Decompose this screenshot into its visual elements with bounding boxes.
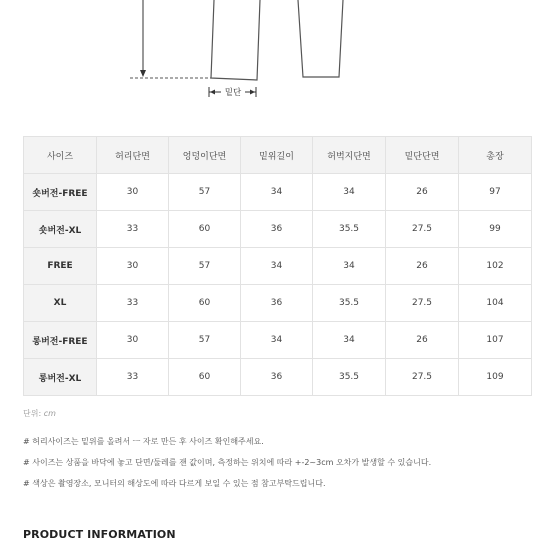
cell-waist: 33 [97, 211, 169, 248]
cell-hip: 60 [169, 359, 241, 396]
table-row [24, 359, 532, 396]
header-thigh: 허벅지단면 [313, 137, 386, 174]
unit-value: cm [43, 409, 56, 418]
cell-total-length: 97 [459, 174, 532, 211]
cell-thigh: 35.5 [313, 285, 386, 322]
row-size-label: 롱버전-XL [24, 359, 97, 396]
product-information-heading: PRODUCT INFORMATION [23, 528, 176, 541]
header-hem: 밑단단면 [386, 137, 459, 174]
cell-rise: 34 [241, 322, 313, 359]
cell-hip: 57 [169, 248, 241, 285]
cell-waist: 30 [97, 174, 169, 211]
size-notes [23, 436, 543, 499]
hem-label: 밑단 [224, 88, 242, 98]
row-size-label: XL [24, 285, 97, 322]
table-row [24, 211, 532, 248]
cell-total-length: 107 [459, 322, 532, 359]
cell-hem: 26 [386, 322, 459, 359]
note-item: # 사이즈는 상품을 바닥에 놓고 단면/둘레를 잰 값이며, 측정하는 위치에 따라 +-2~3cm 오차가 발생할 수 있습니다. [23, 458, 432, 467]
pants-measurement-diagram [0, 0, 554, 110]
cell-total-length: 102 [459, 248, 532, 285]
cell-thigh: 34 [313, 174, 386, 211]
unit-note [23, 408, 56, 419]
left-leg-outline [211, 0, 260, 80]
cell-thigh: 34 [313, 248, 386, 285]
header-total-length: 총장 [459, 137, 532, 174]
header-rise: 밑위길이 [241, 137, 313, 174]
total-length-arrowhead [140, 70, 146, 77]
table-header-row [24, 137, 532, 174]
cell-hip: 57 [169, 174, 241, 211]
header-waist: 허리단면 [97, 137, 169, 174]
cell-rise: 36 [241, 359, 313, 396]
cell-hem: 27.5 [386, 211, 459, 248]
cell-hem: 27.5 [386, 285, 459, 322]
row-size-label: 숏버전-XL [24, 211, 97, 248]
cell-rise: 36 [241, 211, 313, 248]
table-row [24, 174, 532, 211]
cell-hem: 27.5 [386, 359, 459, 396]
cell-total-length: 109 [459, 359, 532, 396]
cell-waist: 30 [97, 248, 169, 285]
cell-thigh: 34 [313, 322, 386, 359]
row-size-label: FREE [24, 248, 97, 285]
table-row [24, 322, 532, 359]
cell-hip: 57 [169, 322, 241, 359]
table-row [24, 285, 532, 322]
row-size-label: 롱버전-FREE [24, 322, 97, 359]
cell-thigh: 35.5 [313, 211, 386, 248]
hem-arrowhead-right [250, 90, 255, 95]
hem-arrowhead-left [210, 90, 215, 95]
cell-total-length: 104 [459, 285, 532, 322]
cell-hip: 60 [169, 211, 241, 248]
cell-hem: 26 [386, 248, 459, 285]
cell-hem: 26 [386, 174, 459, 211]
cell-hip: 60 [169, 285, 241, 322]
cell-thigh: 35.5 [313, 359, 386, 396]
cell-waist: 33 [97, 285, 169, 322]
cell-rise: 34 [241, 174, 313, 211]
header-hip: 엉덩이단면 [169, 137, 241, 174]
right-leg-outline [298, 0, 343, 77]
size-table [23, 136, 532, 396]
note-item: # 색상은 촬영장소, 모니터의 해상도에 따라 다르게 보일 수 있는 점 참고부탁드립니다. [23, 479, 326, 488]
note-item: # 허리사이즈는 밑위를 올려서 ㅡ 자로 만든 후 사이즈 확인해주세요. [23, 437, 264, 446]
header-size: 사이즈 [24, 137, 97, 174]
cell-rise: 34 [241, 248, 313, 285]
cell-waist: 30 [97, 322, 169, 359]
cell-rise: 36 [241, 285, 313, 322]
table-row [24, 248, 532, 285]
unit-label: 단위: [23, 409, 44, 418]
row-size-label: 숏버전-FREE [24, 174, 97, 211]
cell-total-length: 99 [459, 211, 532, 248]
cell-waist: 33 [97, 359, 169, 396]
